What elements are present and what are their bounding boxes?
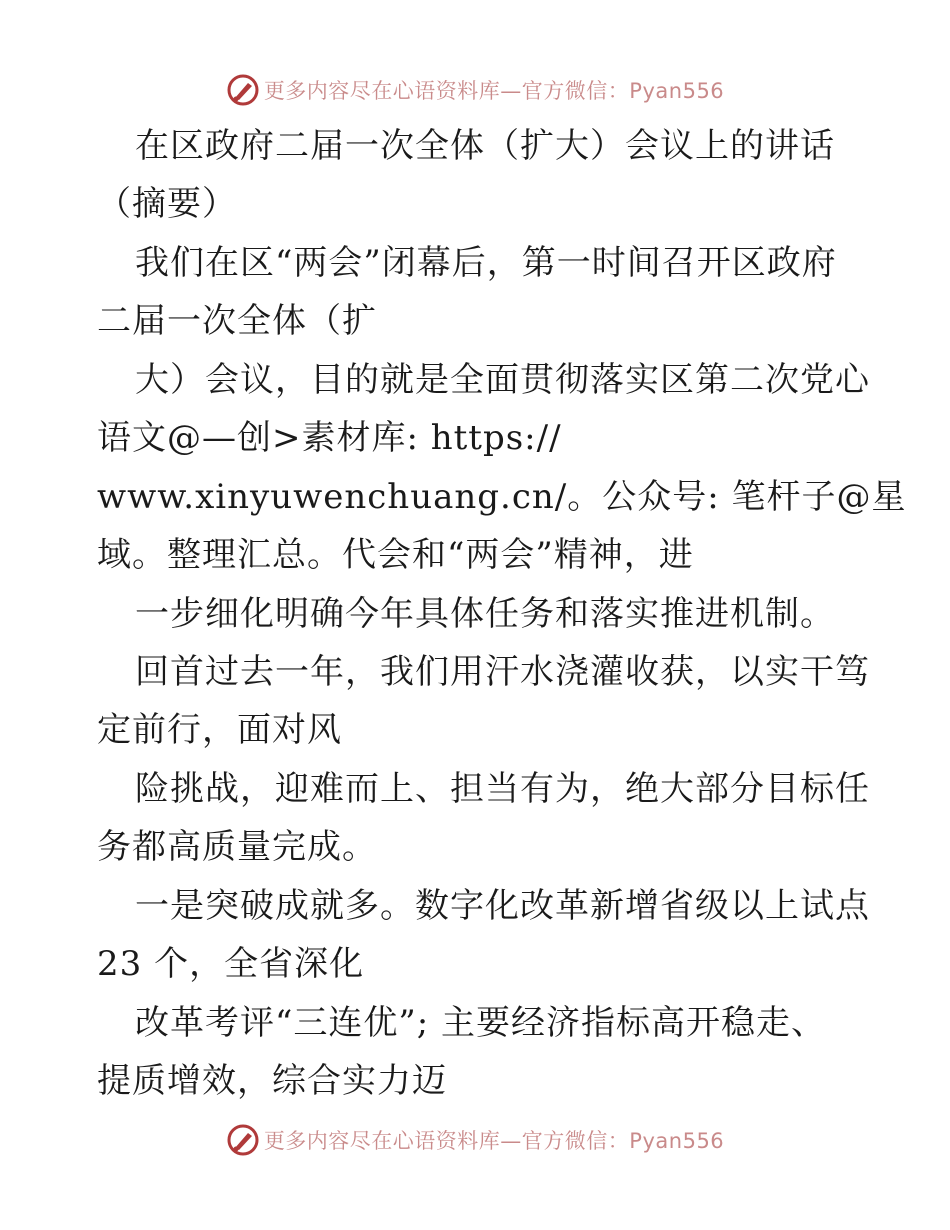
paragraph-line: www.xinyuwenchuang.cn/。公众号: 笔杆子@星 bbox=[97, 477, 907, 517]
paragraph-line: 险挑战，迎难而上、担当有为，绝大部分目标任 bbox=[135, 769, 870, 809]
paragraph-line: 务都高质量完成。 bbox=[97, 827, 377, 867]
pen-logo-icon bbox=[226, 1123, 260, 1157]
paragraph-line: 提质增效，综合实力迈 bbox=[97, 1061, 447, 1101]
paragraph-line: 一是突破成就多。数字化改革新增省级以上试点 bbox=[135, 886, 870, 926]
paragraph-line: 一步细化明确今年具体任务和落实推进机制。 bbox=[135, 594, 835, 634]
watermark-text: 更多内容尽在心语资料库—官方微信：Pyan556 bbox=[263, 79, 725, 103]
paragraph-line: 23 个，全省深化 bbox=[97, 944, 365, 984]
document-title-line-2: （摘要） bbox=[97, 184, 237, 224]
paragraph-line: 回首过去一年，我们用汗水浇灌收获，以实干笃 bbox=[135, 652, 870, 692]
footer-watermark-banner bbox=[0, 1120, 950, 1160]
watermark-text: 更多内容尽在心语资料库—官方微信：Pyan556 bbox=[263, 1129, 725, 1153]
paragraph-line: 域。整理汇总。代会和“两会”精神，进 bbox=[97, 535, 694, 575]
paragraph-line: 二届一次全体（扩 bbox=[97, 301, 377, 341]
document-title-line: 在区政府二届一次全体（扩大）会议上的讲话 bbox=[135, 126, 835, 166]
paragraph-line: 定前行，面对风 bbox=[97, 710, 342, 750]
paragraph-line: 大）会议，目的就是全面贯彻落实区第二次党心 bbox=[135, 360, 870, 400]
paragraph-line: 改革考评“三连优”; 主要经济指标高开稳走、 bbox=[135, 1003, 827, 1043]
paragraph-line: 语文@—创>素材库: https:// bbox=[97, 418, 562, 458]
paragraph-line: 我们在区“两会”闭幕后，第一时间召开区政府 bbox=[135, 243, 837, 283]
